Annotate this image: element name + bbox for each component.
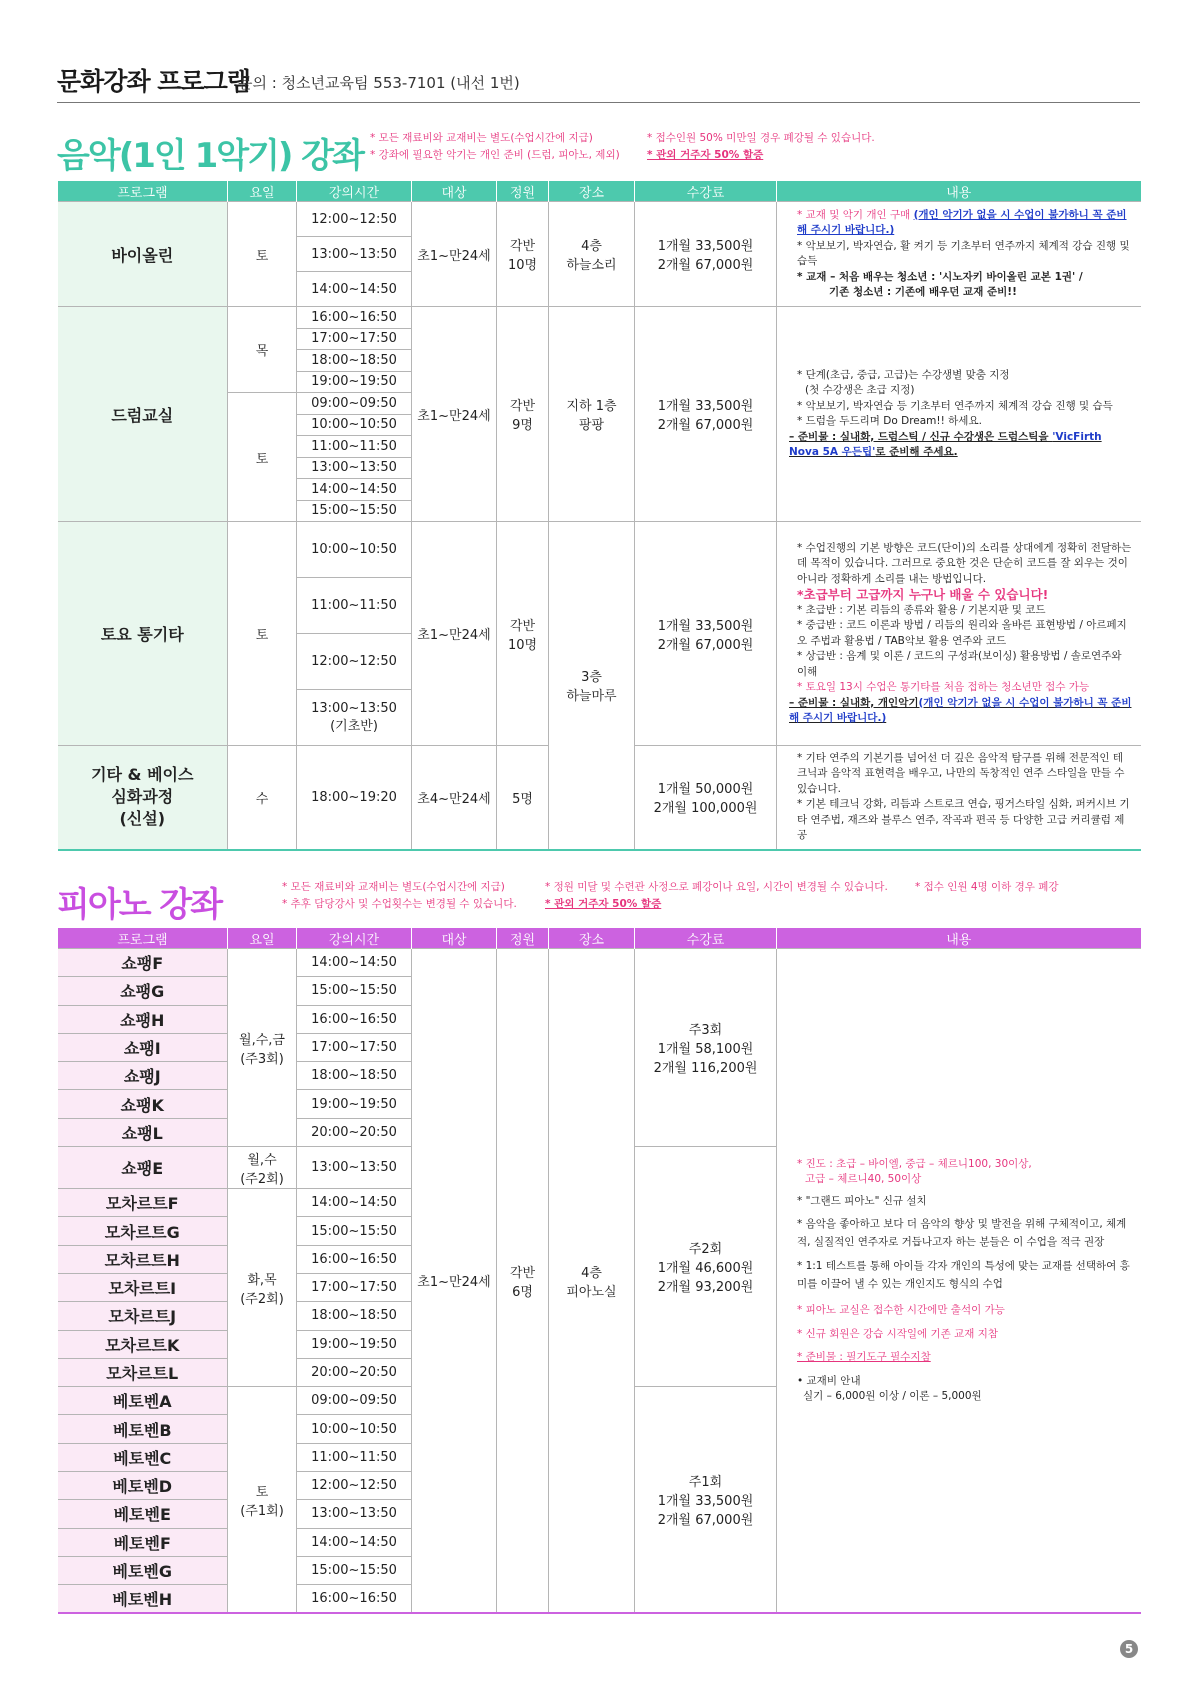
piano-info-9: • 교재비 안내 [797, 1374, 861, 1387]
piano-info-2: 고급 – 체르니40, 50이상 [805, 1173, 922, 1186]
violin-note-1b: (개인 악기가 없을 시 수업이 불가하니 꼭 준비해 주시기 바랍니다.) [797, 208, 1127, 236]
piano-note-2: * 추후 담당강사 및 수업횟수는 변경될 수 있습니다. [282, 898, 517, 910]
table-row [58, 949, 1141, 977]
program-name: 쇼팽F [58, 949, 228, 977]
violin-note-4: 기존 청소년 : 기존에 배우던 교재 준비!! [829, 286, 1017, 298]
piano-info-5: * 1:1 테스트를 통해 아이들 각자 개인의 특성에 맞는 교재를 선택하여 흥미를 이끌어 낼 수 있는 개인지도 형식의 수업 [797, 1260, 1130, 1291]
guitar-note-1: * 수업진행의 기본 방향은 코드(단이)의 소리를 상대에게 정확히 전달하는데 목적이 있습니다. 그러므로 중요한 것은 단순히 코드를 잘 외우는 것이 아니라 정확하게 소리를 내는 방법입니다. [797, 541, 1132, 585]
time-cell: 13:00~13:50 (기초반) [297, 690, 412, 746]
time-cell: 09:00~09:50 [297, 393, 412, 415]
day-cell: 화,목 (주2회) [228, 1189, 297, 1387]
day-cell: 토 (주1회) [228, 1387, 297, 1613]
time-cell: 16:00~16:50 [297, 1585, 412, 1613]
capacity-cell: 각반 10명 [497, 522, 549, 746]
bass-content [777, 746, 1141, 850]
time-cell: 14:00~14:50 [297, 272, 412, 307]
music-note-4: * 관외 거주자 50% 할증 [647, 149, 764, 161]
program-name: 베토벤B [58, 1415, 228, 1443]
time-cell: 10:00~10:50 [297, 414, 412, 436]
violin-content [777, 202, 1141, 307]
time-cell: 10:00~10:50 [297, 522, 412, 578]
music-schedule-table [57, 181, 1141, 851]
drum-note-1: * 단계(초급, 중급, 고급)는 수강생별 맞춤 지정 [797, 368, 1010, 381]
drum-note-5b: 'VicFirth Nova 5A 우든팁' [789, 430, 1102, 458]
drum-note-2: (첫 수강생은 초급 지정) [805, 384, 915, 396]
music-section-title: 음악(1인 1악기) 강좌 [57, 136, 363, 176]
program-name: 모차르트L [58, 1358, 228, 1386]
time-cell: 14:00~14:50 [297, 1528, 412, 1556]
piano-info-10: 실기 – 6,000원 이상 / 이론 – 5,000원 [803, 1390, 982, 1403]
piano-note-5: * 접수 인원 4명 이하 경우 폐강 [915, 881, 1059, 893]
fee-cell: 주2회 1개월 46,600원 2개월 93,200원 [635, 1147, 777, 1387]
piano-content [777, 949, 1141, 1614]
piano-header-row [58, 928, 1141, 949]
guitar-note-5: * 상급반 : 음계 및 이론 / 코드의 구성과(보이싱) 활용방법 / 솔로연주와 이해 [797, 650, 1122, 678]
violin-note-2: * 악보보기, 박자연습, 활 켜기 등 기초부터 연주까지 체계적 강습 진행 및 습득 [797, 239, 1130, 267]
col-content: 내용 [777, 928, 1141, 949]
time-cell: 12:00~12:50 [297, 1472, 412, 1500]
violin-note-1: * 교재 및 악기 개인 구매 [797, 208, 914, 221]
capacity-cell: 각반 10명 [497, 202, 549, 307]
time-cell: 13:00~13:50 [297, 457, 412, 479]
drum-note-5c: 로 준비해 주세요. [875, 446, 958, 458]
time-cell: 17:00~17:50 [297, 328, 412, 350]
time-cell: 18:00~18:50 [297, 350, 412, 372]
bass-note-1: * 기타 연주의 기본기를 넘어선 더 깊은 음악적 탐구를 위해 전문적인 테크닉과 음악적 표현력을 배우고, 나만의 독창적인 연주 스타일을 만들 수 있습니다. [797, 751, 1125, 795]
col-day: 요일 [228, 181, 297, 202]
program-name: 베토벤H [58, 1585, 228, 1613]
guitar-content [777, 522, 1141, 746]
page-title: 문화강좌 프로그램 [57, 67, 250, 96]
col-content: 내용 [777, 181, 1141, 202]
program-bass: 기타 & 베이스 심화과정 (신설) [58, 746, 228, 850]
time-cell: 18:00~19:20 [297, 746, 412, 850]
program-name: 베토벤G [58, 1556, 228, 1584]
col-time: 강의시간 [297, 181, 412, 202]
table-row [58, 202, 1141, 237]
program-name: 쇼팽L [58, 1118, 228, 1146]
time-cell: 15:00~15:50 [297, 1556, 412, 1584]
time-cell: 17:00~17:50 [297, 1273, 412, 1301]
drum-note-3: * 악보보기, 박자연습 등 기초부터 연주까지 체계적 강습 진행 및 습득 [797, 399, 1113, 412]
guitar-note-4: * 중급반 : 코드 이론과 방법 / 리듬의 원리와 올바른 표현방법 / 아르페지오 주법과 활용법 / TAB악보 활용 연주와 코드 [797, 619, 1127, 647]
piano-info-7: * 신규 회원은 강습 시작일에 기존 교재 지참 [797, 1327, 999, 1340]
time-cell: 15:00~15:50 [297, 500, 412, 522]
table-row [58, 522, 1141, 578]
capacity-cell: 5명 [497, 746, 549, 850]
time-cell: 18:00~18:50 [297, 1302, 412, 1330]
time-cell: 16:00~16:50 [297, 1005, 412, 1033]
col-place: 장소 [549, 181, 635, 202]
time-cell: 19:00~19:50 [297, 1090, 412, 1118]
col-place: 장소 [549, 928, 635, 949]
target-cell: 초1~만24세 [412, 949, 497, 1614]
drum-note-5: – 준비물 : 실내화, 드럼스틱 / 신규 수강생은 드럼스틱을 [789, 430, 1053, 443]
col-target: 대상 [412, 928, 497, 949]
fee-cell: 주3회 1개월 58,100원 2개월 116,200원 [635, 949, 777, 1147]
target-cell: 초1~만24세 [412, 202, 497, 307]
drum-content [777, 307, 1141, 522]
piano-schedule-table [57, 928, 1141, 1614]
page-number: 5 [1120, 1640, 1138, 1658]
col-time: 강의시간 [297, 928, 412, 949]
program-name: 쇼팽G [58, 977, 228, 1005]
time-cell: 12:00~12:50 [297, 634, 412, 690]
capacity-cell: 각반 9명 [497, 307, 549, 522]
piano-note-3: * 정원 미달 및 수련관 사정으로 폐강이나 요일, 시간이 변경될 수 있습니다. [545, 881, 888, 893]
time-cell: 14:00~14:50 [297, 479, 412, 501]
place-cell: 4층 피아노실 [549, 949, 635, 1614]
music-note-3: * 접수인원 50% 미만일 경우 폐강될 수 있습니다. [647, 132, 875, 144]
program-guitar: 토요 통기타 [58, 522, 228, 746]
contact-info: 문의 : 청소년교육팀 553-7101 (내선 1번) [238, 74, 520, 92]
program-name: 쇼팽K [58, 1090, 228, 1118]
guitar-note-6: * 토요일 13시 수업은 통기타를 처음 접하는 청소년만 접수 가능 [797, 681, 1090, 693]
col-capacity: 정원 [497, 181, 549, 202]
title-divider [57, 102, 1140, 103]
program-name: 쇼팽I [58, 1033, 228, 1061]
day-cell: 토 [228, 393, 297, 522]
piano-info-4: * 음악을 좋아하고 보다 더 음악의 향상 및 발전을 위해 구체적이고, 체계적, 실질적인 연주자로 거듭나고자 하는 분들은 이 수업을 적극 권장 [797, 1218, 1127, 1249]
time-cell: 15:00~15:50 [297, 1217, 412, 1245]
guitar-note-7b: (개인 악기가 없을 시 수업이 불가하니 꼭 준비해 주시기 바랍니다.) [789, 696, 1132, 724]
program-name: 베토벤C [58, 1443, 228, 1471]
place-cell: 4층 하늘소리 [549, 202, 635, 307]
time-cell: 16:00~16:50 [297, 1245, 412, 1273]
piano-section-title: 피아노 강좌 [57, 885, 222, 925]
piano-info-1: * 진도 : 초급 – 바이엘, 중급 – 체르니100, 30이상, [797, 1157, 1032, 1170]
day-cell: 목 [228, 307, 297, 393]
place-cell: 3층 하늘마루 [549, 522, 635, 850]
guitar-note-3: * 초급반 : 기본 리듬의 종류와 활용 / 기본지판 및 코드 [797, 603, 1046, 616]
time-cell: 15:00~15:50 [297, 977, 412, 1005]
time-cell: 20:00~20:50 [297, 1358, 412, 1386]
piano-info-6: * 피아노 교실은 접수한 시간에만 출석이 가능 [797, 1304, 1005, 1317]
day-cell: 토 [228, 202, 297, 307]
guitar-note-2: *초급부터 고급까지 누구나 배울 수 있습니다! [797, 587, 1049, 602]
table-row [58, 307, 1141, 329]
time-cell: 09:00~09:50 [297, 1387, 412, 1415]
program-name: 모차르트H [58, 1245, 228, 1273]
target-cell: 초4~만24세 [412, 746, 497, 850]
col-capacity: 정원 [497, 928, 549, 949]
target-cell: 초1~만24세 [412, 522, 497, 746]
guitar-note-7: – 준비물 : 실내화, 개인악기 [789, 696, 919, 709]
bass-note-2: * 기본 테크닉 강화, 리듬과 스트로크 연습, 핑거스타일 심화, 퍼커시브 기타 연주법, 재즈와 블루스 연주, 작곡과 편곡 등 다양한 고급 커리큘럼 제공 [797, 798, 1130, 842]
time-cell: 11:00~11:50 [297, 578, 412, 634]
time-cell: 11:00~11:50 [297, 436, 412, 458]
time-cell: 20:00~20:50 [297, 1118, 412, 1146]
fee-cell: 1개월 33,500원 2개월 67,000원 [635, 307, 777, 522]
program-name: 베토벤A [58, 1387, 228, 1415]
col-fee: 수강료 [635, 928, 777, 949]
program-name: 쇼팽E [58, 1147, 228, 1189]
time-cell: 14:00~14:50 [297, 1189, 412, 1217]
time-cell: 13:00~13:50 [297, 237, 412, 272]
music-note-1: * 모든 재료비와 교재비는 별도(수업시간에 지급) [370, 132, 593, 144]
target-cell: 초1~만24세 [412, 307, 497, 522]
time-cell: 11:00~11:50 [297, 1443, 412, 1471]
time-cell: 14:00~14:50 [297, 949, 412, 977]
piano-info-3: * "그랜드 피아노" 신규 설치 [797, 1194, 927, 1207]
day-cell: 토 [228, 522, 297, 746]
program-name: 모차르트J [58, 1302, 228, 1330]
col-program: 프로그램 [58, 928, 228, 949]
music-header-row [58, 181, 1141, 202]
fee-cell: 1개월 50,000원 2개월 100,000원 [635, 746, 777, 850]
violin-note-3: * 교재 – 처음 배우는 청소년 : '시노자키 바이올린 교본 1권' / [797, 270, 1083, 283]
program-name: 베토벤E [58, 1500, 228, 1528]
time-cell: 10:00~10:50 [297, 1415, 412, 1443]
fee-cell: 주1회 1개월 33,500원 2개월 67,000원 [635, 1387, 777, 1613]
col-fee: 수강료 [635, 181, 777, 202]
time-cell: 17:00~17:50 [297, 1033, 412, 1061]
day-cell: 월,수 (주2회) [228, 1147, 297, 1189]
piano-note-1: * 모든 재료비와 교재비는 별도(수업시간에 지급) [282, 881, 505, 893]
time-cell: 16:00~16:50 [297, 307, 412, 329]
time-cell: 12:00~12:50 [297, 202, 412, 237]
time-cell: 19:00~19:50 [297, 1330, 412, 1358]
col-day: 요일 [228, 928, 297, 949]
capacity-cell: 각반 6명 [497, 949, 549, 1614]
col-target: 대상 [412, 181, 497, 202]
piano-info-8: * 준비물 : 필기도구 필수지참 [797, 1351, 931, 1364]
place-cell: 지하 1층 팡팡 [549, 307, 635, 522]
program-name: 모차르트G [58, 1217, 228, 1245]
time-cell: 19:00~19:50 [297, 371, 412, 393]
program-name: 쇼팽J [58, 1062, 228, 1090]
time-cell: 13:00~13:50 [297, 1147, 412, 1189]
program-name: 모차르트F [58, 1189, 228, 1217]
program-name: 베토벤D [58, 1472, 228, 1500]
program-name: 베토벤F [58, 1528, 228, 1556]
time-cell: 18:00~18:50 [297, 1062, 412, 1090]
fee-cell: 1개월 33,500원 2개월 67,000원 [635, 202, 777, 307]
fee-cell: 1개월 33,500원 2개월 67,000원 [635, 522, 777, 746]
piano-note-4: * 관외 거주자 50% 할증 [545, 898, 662, 910]
col-program: 프로그램 [58, 181, 228, 202]
music-note-2: * 강좌에 필요한 악기는 개인 준비 (드럼, 피아노, 제외) [370, 149, 620, 161]
day-cell: 수 [228, 746, 297, 850]
program-name: 쇼팽H [58, 1005, 228, 1033]
time-cell: 13:00~13:50 [297, 1500, 412, 1528]
drum-note-4: * 드럼을 두드리며 Do Dream!! 하세요. [797, 415, 982, 427]
program-violin: 바이올린 [58, 202, 228, 307]
program-name: 모차르트K [58, 1330, 228, 1358]
program-name: 모차르트I [58, 1273, 228, 1301]
program-drum: 드럼교실 [58, 307, 228, 522]
day-cell: 월,수,금 (주3회) [228, 949, 297, 1147]
